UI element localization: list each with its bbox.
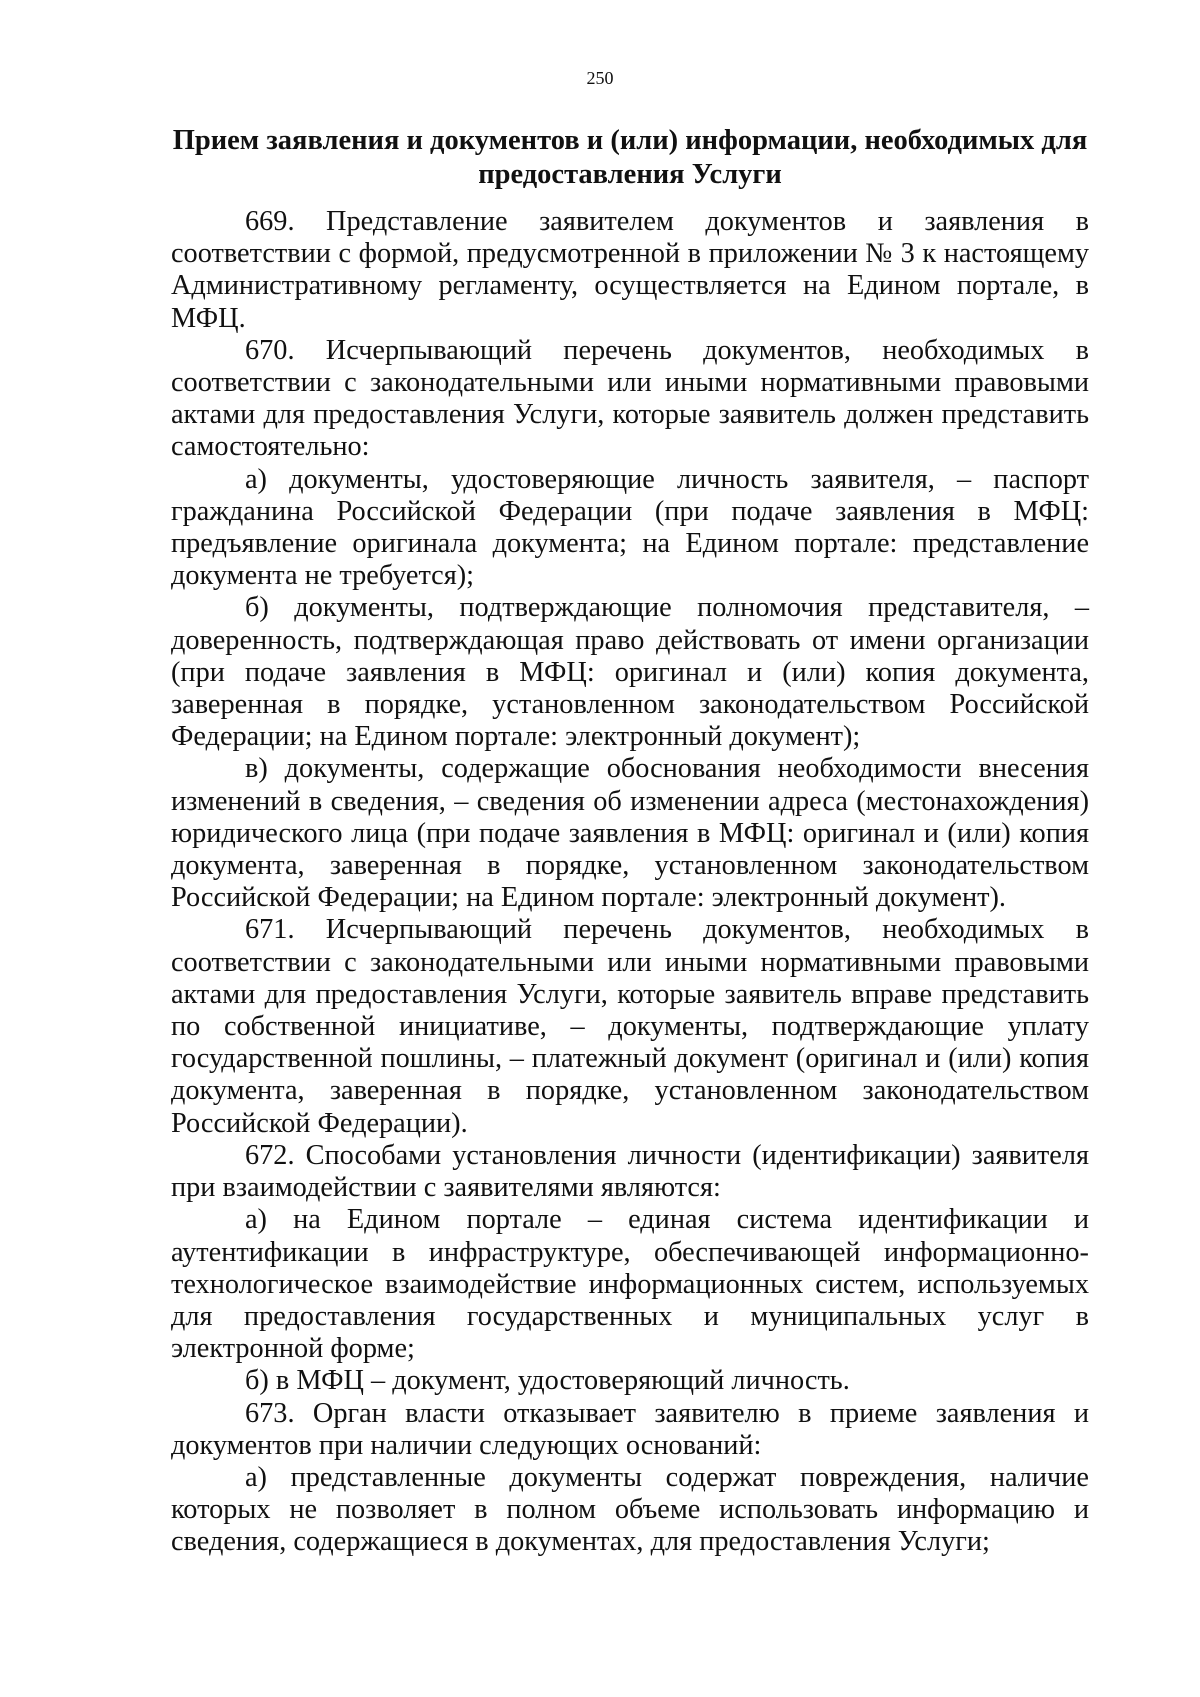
page-number: 250: [586, 68, 614, 88]
section-title: Прием заявления и документов и (или) информации, необходимых для предоставления Услуги: [172, 125, 1088, 190]
paragraph-670-a: а) документы, удостоверяющие личность заявителя, – паспорт гражданина Российской Федерации (при подаче заявления в МФЦ: предъявление оригинала документа; на Едином портале: представление документа не требуется);: [171, 463, 1089, 592]
paragraph-670-v: в) документы, содержащие обоснования необходимости внесения изменений в сведения, – сведения об изменении адреса (местонахождения) юридического лица (при подаче заявления в МФЦ: оригинал и (или) копия документа, заверенная в порядке, установленном законодательством Российской Федерации; на Едином портале: электронный документ).: [171, 753, 1089, 914]
paragraph-670-b: б) документы, подтверждающие полномочия представителя, – доверенность, подтверждающая право действовать от имени организации (при подаче заявления в МФЦ: оригинал и (или) копия документа, заверенная в порядке, установленном законодательством Российской Федерации; на Едином портале: электронный документ);: [171, 592, 1089, 753]
paragraph-670: 670. Исчерпывающий перечень документов, необходимых в соответствии с законодательными или иными нормативными правовыми актами для предоставления Услуги, которые заявитель должен представить самостоятельно:: [171, 334, 1089, 463]
paragraph-671: 671. Исчерпывающий перечень документов, необходимых в соответствии с законодательными или иными нормативными правовыми актами для предоставления Услуги, которые заявитель вправе представить по собственной инициативе, – документы, подтверждающие уплату государственной пошлины, – платежный документ (оригинал и (или) копия документа, заверенная в порядке, установленном законодательством Российской Федерации).: [171, 914, 1089, 1139]
paragraph-673: 673. Орган власти отказывает заявителю в приеме заявления и документов при наличии следующих оснований:: [171, 1397, 1089, 1461]
paragraph-673-a: а) представленные документы содержат повреждения, наличие которых не позволяет в полном объеме использовать информацию и сведения, содержащиеся в документах, для предоставления Услуги;: [171, 1461, 1089, 1558]
paragraph-669: 669. Представление заявителем документов и заявления в соответствии с формой, предусмотренной в приложении № 3 к настоящему Административному регламенту, осуществляется на Едином портале, в МФЦ.: [171, 206, 1089, 334]
document-body: [171, 206, 1089, 1559]
paragraph-672-a: а) на Едином портале – единая система идентификации и аутентификации в инфраструктуре, обеспечивающей информационно-технологическое взаимодействие информационных систем, используемых для предоставления государственных и муниципальных услуг в электронной форме;: [171, 1204, 1089, 1365]
paragraph-672-b: б) в МФЦ – документ, удостоверяющий личность.: [245, 1365, 850, 1397]
paragraph-672: 672. Способами установления личности (идентификации) заявителя при взаимодействии с заявителями являются:: [171, 1139, 1089, 1204]
